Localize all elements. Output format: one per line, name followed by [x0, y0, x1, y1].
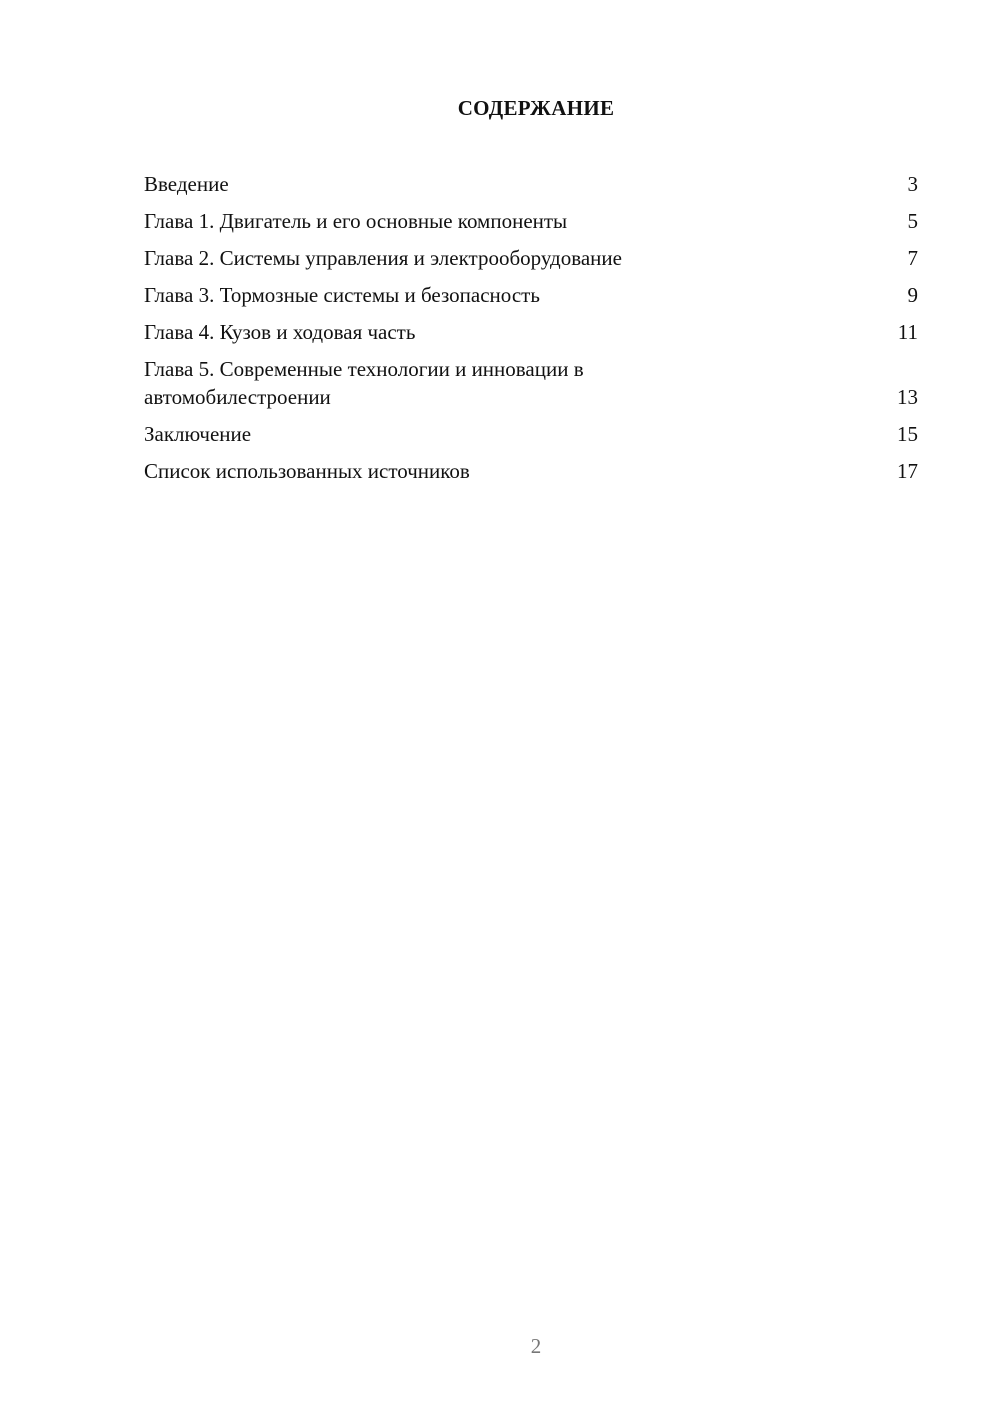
toc-entry-page: 15 [897, 422, 918, 446]
page-number: 2 [530, 1334, 542, 1358]
toc-entry-title: Глава 4. Кузов и ходовая часть [144, 320, 416, 344]
page-title: СОДЕРЖАНИЕ [457, 96, 615, 120]
toc-entry-page: 3 [907, 172, 918, 196]
toc-entry-title: Глава 3. Тормозные системы и безопасность [144, 283, 540, 307]
toc-entry-chapter-2 [144, 244, 918, 272]
toc-entry-chapter-4 [144, 318, 918, 346]
toc-entry-introduction [144, 170, 918, 198]
toc-entry-title: Введение [144, 172, 229, 196]
toc-entry-page: 7 [907, 246, 918, 270]
toc-entry-page: 13 [897, 385, 918, 409]
toc-entry-chapter-3 [144, 281, 918, 309]
toc-entry-conclusion [144, 420, 918, 448]
toc-entry-chapter-1 [144, 207, 918, 235]
toc-entry-title: Глава 2. Системы управления и электрооборудование [144, 246, 622, 270]
toc-entry-title: Глава 5. Современные технологии и инновации в автомобилестроении [144, 357, 584, 409]
table-of-contents [144, 170, 918, 494]
toc-entry-page: 5 [907, 209, 918, 233]
toc-entry-title: Список использованных источников [144, 459, 470, 483]
toc-entry-chapter-5 [144, 355, 918, 411]
toc-entry-page: 9 [907, 283, 918, 307]
toc-entry-references [144, 457, 918, 485]
toc-entry-title: Глава 1. Двигатель и его основные компоненты [144, 209, 568, 233]
toc-entry-title: Заключение [144, 422, 252, 446]
toc-entry-page: 11 [897, 320, 918, 344]
toc-entry-page: 17 [897, 459, 918, 483]
